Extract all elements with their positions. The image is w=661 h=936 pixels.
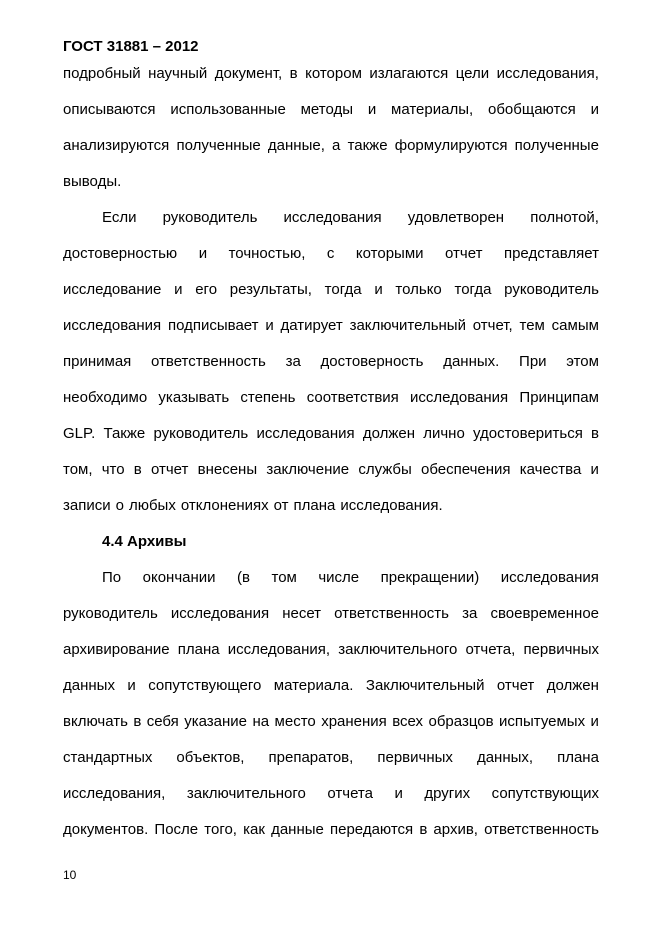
word: должен	[362, 425, 416, 442]
text-line	[63, 348, 599, 384]
word: материала.	[273, 677, 354, 694]
word: Если	[102, 209, 137, 226]
word: и	[174, 281, 183, 298]
word: в	[289, 65, 298, 82]
word: заключительный	[349, 317, 466, 334]
text-line	[63, 132, 599, 168]
word: и	[590, 461, 599, 478]
word: на	[252, 713, 270, 730]
text-line	[63, 276, 599, 312]
word: и	[127, 677, 136, 694]
word: отчет	[445, 245, 483, 262]
word: исследования,	[227, 641, 331, 658]
word: отчет	[496, 677, 535, 694]
word: за	[285, 353, 301, 370]
word: несет	[282, 605, 322, 622]
word: включать	[63, 713, 128, 730]
word: архив,	[433, 821, 478, 838]
word: Принципам	[519, 389, 599, 406]
text-line	[63, 492, 599, 528]
word: руководитель	[162, 209, 258, 226]
word: степень	[240, 389, 296, 406]
word: соответствия	[306, 389, 399, 406]
document-body	[63, 60, 599, 852]
word: использованные	[170, 101, 286, 118]
word: указывать	[158, 389, 230, 406]
word: точностью,	[228, 245, 306, 262]
word: данных,	[476, 749, 534, 766]
word: научный	[148, 65, 208, 82]
text-line	[63, 672, 599, 708]
section-heading: 4.4 Архивы	[102, 533, 187, 550]
word: представляет	[503, 245, 599, 262]
word: внесены	[197, 461, 258, 478]
word: GLP.	[63, 425, 96, 442]
word: том,	[63, 461, 93, 478]
word: исследования.	[340, 497, 443, 514]
text-line	[63, 204, 599, 240]
word: После	[154, 821, 199, 838]
word: руководитель	[63, 605, 158, 622]
word: и	[374, 281, 383, 298]
word: испытуемых	[499, 713, 586, 730]
text-line	[63, 384, 599, 420]
text-line	[63, 816, 599, 852]
word: что	[101, 461, 125, 478]
text-line	[63, 564, 599, 600]
word: достоверностью	[63, 245, 178, 262]
word: тогда	[454, 281, 492, 298]
word: с	[326, 245, 335, 262]
word: исследования	[63, 317, 162, 334]
word: Заключительный	[365, 677, 485, 694]
word: его	[195, 281, 218, 298]
text-line	[63, 168, 599, 204]
word: достоверность	[320, 353, 424, 370]
word: хранения	[321, 713, 387, 730]
word: качества	[519, 461, 582, 478]
text-line	[63, 456, 599, 492]
word: указание	[184, 713, 248, 730]
word: формулируются	[394, 137, 508, 154]
word: документов.	[63, 821, 149, 838]
word: прекращении)	[380, 569, 480, 586]
word: полученные	[176, 137, 261, 154]
word: тем	[519, 317, 545, 334]
word: сопутствующего	[148, 677, 262, 694]
word: плана	[293, 497, 336, 514]
word: заключительного	[186, 785, 306, 802]
word: материалы,	[391, 101, 474, 118]
word: исследования	[410, 389, 509, 406]
word: и	[590, 101, 599, 118]
word: описываются	[63, 101, 156, 118]
word: данных.	[443, 353, 500, 370]
word: стандартных	[63, 749, 153, 766]
word: также	[347, 137, 388, 154]
word: исследование	[63, 281, 162, 298]
word: исследования,	[63, 785, 166, 802]
word: того,	[204, 821, 237, 838]
word: исследования	[170, 605, 270, 622]
word: выводы.	[63, 173, 122, 190]
word: анализируются	[63, 137, 170, 154]
word: ответственность	[151, 353, 266, 370]
text-line	[63, 708, 599, 744]
word: в	[133, 713, 142, 730]
word: отчет,	[472, 317, 513, 334]
word: и	[198, 245, 208, 262]
word: окончании	[142, 569, 216, 586]
word: которыми	[355, 245, 424, 262]
word: в	[133, 461, 142, 478]
word: удостовериться	[473, 425, 583, 442]
word: излагаются	[369, 65, 449, 82]
word: методы	[300, 101, 354, 118]
word: полученные	[514, 137, 599, 154]
word: документ,	[214, 65, 283, 82]
word: и	[367, 101, 377, 118]
word: При	[519, 353, 547, 370]
document-header: ГОСТ 31881 – 2012	[63, 38, 199, 55]
word: и	[265, 317, 274, 334]
word: руководитель	[153, 425, 249, 442]
word: отчета,	[465, 641, 516, 658]
word: этом	[566, 353, 599, 370]
text-line	[63, 312, 599, 348]
word: за	[462, 605, 478, 622]
word: только	[395, 281, 442, 298]
word: цели	[455, 65, 490, 82]
word: обобщаются	[487, 101, 576, 118]
word: записи	[63, 497, 111, 514]
word: препаратов,	[268, 749, 354, 766]
word: числе	[318, 569, 360, 586]
word: данных	[63, 677, 115, 694]
word: заключительного	[338, 641, 458, 658]
word: как	[243, 821, 265, 838]
word: всех	[392, 713, 424, 730]
word: лично	[423, 425, 465, 442]
word: любых	[128, 497, 176, 514]
word: исследования	[283, 209, 382, 226]
word: данные,	[267, 137, 325, 154]
word: обеспечения	[421, 461, 511, 478]
word: (в	[237, 569, 250, 586]
word: сопутствующих	[491, 785, 599, 802]
word: и	[590, 713, 599, 730]
word: своевременное	[490, 605, 599, 622]
word: подписывает	[167, 317, 259, 334]
text-line	[63, 744, 599, 780]
word: в	[591, 425, 599, 442]
word: заключение	[266, 461, 350, 478]
text-line	[63, 60, 599, 96]
word: должен	[546, 677, 599, 694]
word: принимая	[63, 353, 132, 370]
word: архивирование	[63, 641, 170, 658]
word: ответственность	[334, 605, 449, 622]
word: самым	[551, 317, 599, 334]
word: удовлетворен	[407, 209, 505, 226]
word: исследования	[256, 425, 355, 442]
word: первичных	[377, 749, 453, 766]
word: передаются	[330, 821, 414, 838]
word: необходимо	[63, 389, 148, 406]
word: подробный	[63, 65, 141, 82]
word: других	[424, 785, 471, 802]
word: место	[274, 713, 316, 730]
word: первичных	[523, 641, 599, 658]
word: от	[273, 497, 289, 514]
word: котором	[305, 65, 362, 82]
text-line	[63, 636, 599, 672]
word: и	[394, 785, 403, 802]
word: отчета	[327, 785, 373, 802]
word: тогда	[324, 281, 362, 298]
word: плана	[177, 641, 220, 658]
word: объектов,	[176, 749, 245, 766]
word: По	[102, 569, 122, 586]
word: службы	[358, 461, 412, 478]
word: результаты,	[229, 281, 312, 298]
word: себя	[146, 713, 179, 730]
word: руководитель	[504, 281, 599, 298]
word: исследования	[500, 569, 599, 586]
word: датирует	[280, 317, 343, 334]
text-line	[63, 240, 599, 276]
word: ответственность	[484, 821, 599, 838]
word: отклонениях	[180, 497, 269, 514]
word: том	[271, 569, 297, 586]
word: данные	[271, 821, 324, 838]
word: в	[419, 821, 428, 838]
word: а	[332, 137, 341, 154]
text-line	[63, 600, 599, 636]
text-line	[63, 96, 599, 132]
word: исследования,	[496, 65, 599, 82]
text-line	[63, 420, 599, 456]
word: о	[115, 497, 124, 514]
word: образцов	[428, 713, 494, 730]
word: плана	[557, 749, 599, 766]
page-number: 10	[63, 868, 77, 882]
word: Также	[103, 425, 146, 442]
word: отчет	[150, 461, 189, 478]
text-line	[63, 780, 599, 816]
word: полнотой,	[530, 209, 599, 226]
